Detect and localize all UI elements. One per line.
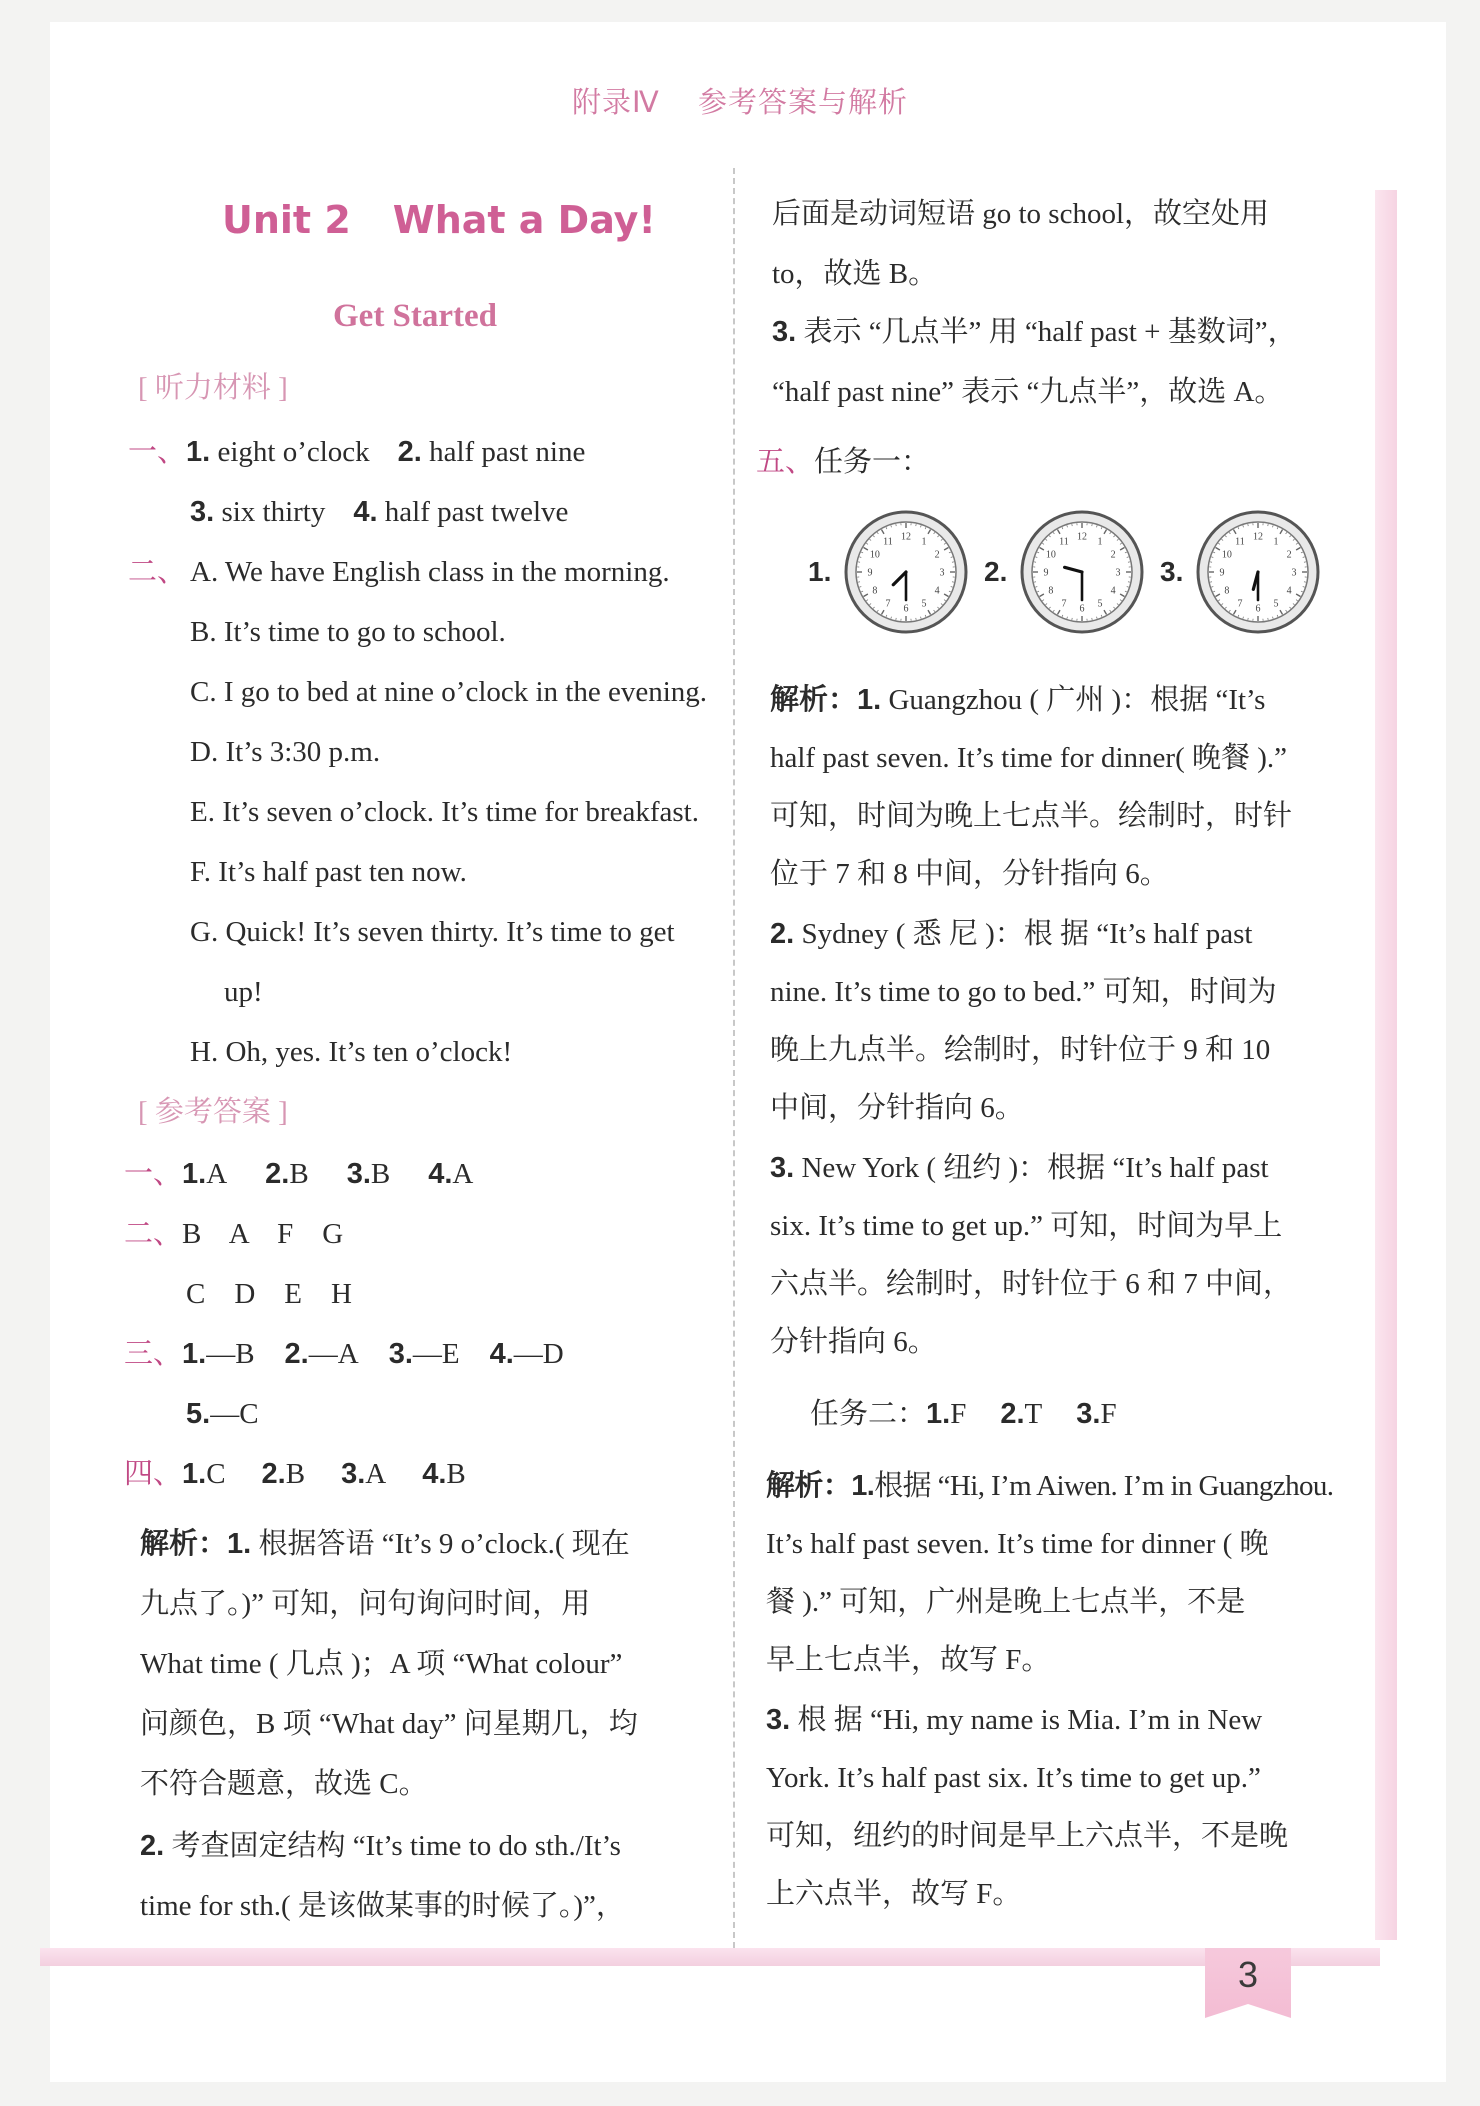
svg-text:2: 2 xyxy=(934,549,940,561)
item-text: New York ( 纽约 )：根据 “It’s half past xyxy=(794,1152,1269,1184)
explanation-line xyxy=(772,312,1297,352)
listening-item: B. It’s time to go to school. xyxy=(190,616,506,648)
svg-text:1: 1 xyxy=(921,536,927,548)
item-text: B xyxy=(370,1158,391,1190)
explanation-line: York. It’s half past six. It’s time to get up.” xyxy=(766,1762,1261,1794)
explanation-line xyxy=(140,1524,630,1564)
explanation-line: 六点半。绘制时，时针位于 6 和 7 中间， xyxy=(770,1268,1293,1300)
q-marker: 二、 xyxy=(128,556,187,588)
svg-text:5: 5 xyxy=(1273,598,1279,610)
item-text: 根 据 “Hi, my name is Mia. I’m in New xyxy=(790,1704,1263,1736)
svg-text:10: 10 xyxy=(869,549,880,561)
task-label: 任务二： xyxy=(810,1398,927,1430)
listening-item: G. Quick! It’s seven thirty. It’s time to get xyxy=(190,916,675,948)
item-number: 2. xyxy=(265,1158,290,1190)
task-label: 任务一： xyxy=(814,446,931,478)
svg-text:10: 10 xyxy=(1045,549,1056,561)
unit-title xyxy=(222,198,656,242)
svg-text:11: 11 xyxy=(1235,536,1245,548)
task2-line xyxy=(810,1394,1117,1434)
item-number: 2. xyxy=(770,918,795,950)
running-header xyxy=(0,80,1480,121)
explanation-line: 位于 7 和 8 中间，分针指向 6。 xyxy=(770,858,1169,890)
svg-text:11: 11 xyxy=(1059,536,1069,548)
explanation-line xyxy=(766,1466,1333,1506)
listening-q1-line2 xyxy=(190,492,568,532)
section-title: Get Started xyxy=(333,298,498,334)
item-text: eight o’clock xyxy=(210,436,370,468)
item-number: 3. xyxy=(766,1704,791,1736)
svg-text:9: 9 xyxy=(867,567,873,579)
explanation-line: 上六点半，故写 F。 xyxy=(766,1878,1022,1910)
q-marker: 一、 xyxy=(124,1158,183,1190)
explanation-line xyxy=(766,1700,1262,1740)
explanation-line xyxy=(770,1148,1269,1188)
item-text: C xyxy=(206,1458,226,1490)
svg-text:5: 5 xyxy=(1097,598,1103,610)
item-number: 2. xyxy=(1000,1398,1025,1430)
page-number: 3 xyxy=(1237,1954,1259,1995)
svg-text:12: 12 xyxy=(901,531,911,543)
clock-face xyxy=(1194,508,1322,636)
item-number: 3. xyxy=(341,1458,366,1490)
clock-face xyxy=(842,508,970,636)
clock-label: 3. xyxy=(1160,556,1184,587)
svg-text:11: 11 xyxy=(883,536,893,548)
svg-text:8: 8 xyxy=(1224,585,1230,597)
item-text: 根据 “Hi, I’m Aiwen. I’m in Guangzhou. xyxy=(874,1470,1334,1502)
answers-tag: [ 参考答案 ] xyxy=(138,1096,288,1128)
explanation-line: What time ( 几点 )；A 项 “What colour” xyxy=(140,1648,623,1680)
explanation-line: 问颜色，B 项 “What day” 问星期几，均 xyxy=(140,1708,638,1740)
explanation-line: 后面是动词短语 go to school，故空处用 xyxy=(772,198,1270,230)
svg-text:1: 1 xyxy=(1273,536,1279,548)
item-number: 3. xyxy=(190,496,215,528)
listening-item: C. I go to bed at nine o’clock in the evening. xyxy=(190,676,708,708)
clock-label: 2. xyxy=(984,556,1008,587)
item-number: 3. xyxy=(770,1152,795,1184)
item-number: 3. xyxy=(346,1158,371,1190)
item-text: 考查固定结构 “It’s time to do sth./It’s xyxy=(164,1830,621,1862)
explanation-line: 分针指向 6。 xyxy=(770,1326,937,1358)
q-marker: 三、 xyxy=(124,1338,183,1370)
item-number: 5. xyxy=(186,1398,211,1430)
explanation-line: 中间，分针指向 6。 xyxy=(770,1092,1024,1124)
item-number: 1. xyxy=(182,1158,207,1190)
unit-number: Unit 2 xyxy=(222,198,351,242)
explanation-line xyxy=(770,680,1265,720)
item-text: T xyxy=(1024,1398,1043,1430)
svg-text:8: 8 xyxy=(1048,585,1054,597)
item-number: 2. xyxy=(140,1830,165,1862)
answer-row-4 xyxy=(124,1454,466,1494)
item-number: 2. xyxy=(397,436,422,468)
svg-text:1: 1 xyxy=(1097,536,1103,548)
item-number: 4. xyxy=(489,1338,514,1370)
item-number: 1. xyxy=(227,1528,252,1560)
explanation-line: 早上七点半，故写 F。 xyxy=(766,1644,1051,1676)
item-text: half past nine xyxy=(421,436,586,468)
explanation-line: 餐 ).” 可知，广州是晚上七点半，不是 xyxy=(766,1586,1246,1618)
explanation-line: 不符合题意，故选 C。 xyxy=(140,1768,428,1800)
svg-text:9: 9 xyxy=(1043,567,1049,579)
listening-item: H. Oh, yes. It’s ten o’clock! xyxy=(190,1036,513,1068)
item-text: F xyxy=(950,1398,967,1430)
svg-text:3: 3 xyxy=(1291,567,1297,579)
explanation-line xyxy=(770,914,1252,954)
item-number: 1. xyxy=(851,1470,875,1502)
item-number: 3. xyxy=(1076,1398,1101,1430)
q-marker: 五、 xyxy=(756,446,815,478)
svg-text:6: 6 xyxy=(1255,603,1261,615)
item-text: —A xyxy=(308,1338,359,1370)
answer-row-1 xyxy=(124,1154,473,1194)
explanation-line: 九点了。)” 可知，问句询问时间，用 xyxy=(140,1588,591,1620)
item-text: B xyxy=(446,1458,466,1490)
item-text: half past twelve xyxy=(377,496,569,528)
svg-text:4: 4 xyxy=(1286,585,1292,597)
explanation-label: 解析： xyxy=(770,684,858,716)
svg-text:2: 2 xyxy=(1286,549,1292,561)
listening-item: up! xyxy=(224,976,263,1008)
item-number: 2. xyxy=(284,1338,309,1370)
explanation-line: 可知，纽约的时间是早上六点半，不是晚 xyxy=(766,1820,1289,1852)
explanation-line: nine. It’s time to go to bed.” 可知，时间为 xyxy=(770,976,1277,1008)
appendix-label: 附录Ⅳ xyxy=(572,85,660,119)
item-text: B xyxy=(289,1158,309,1190)
item-text: Sydney ( 悉 尼 )：根 据 “It’s half past xyxy=(794,918,1253,950)
listening-tag: [ 听力材料 ] xyxy=(138,372,288,404)
answer-row-2b: C D E H xyxy=(186,1278,352,1310)
item-text: A xyxy=(452,1158,474,1190)
listening-item: E. It’s seven o’clock. It’s time for breakfast. xyxy=(190,796,699,828)
listening-q1-line1 xyxy=(128,432,585,472)
svg-text:8: 8 xyxy=(872,585,878,597)
explanation-label: 解析： xyxy=(140,1528,228,1560)
item-text: A xyxy=(365,1458,387,1490)
explanation-line: 晚上九点半。绘制时，时针位于 9 和 10 xyxy=(770,1034,1271,1066)
item-number: 1. xyxy=(926,1398,951,1430)
item-text: —C xyxy=(210,1398,259,1430)
item-text: six thirty xyxy=(214,496,326,528)
listening-item: F. It’s half past ten now. xyxy=(190,856,467,888)
explanation-line xyxy=(140,1826,621,1866)
svg-text:4: 4 xyxy=(934,585,940,597)
svg-text:9: 9 xyxy=(1219,567,1225,579)
item-number: 1. xyxy=(857,684,882,716)
item-text: 根据答语 “It’s 9 o’clock.( 现在 xyxy=(251,1528,630,1560)
explanation-line: “half past nine” 表示 “九点半”，故选 A。 xyxy=(772,376,1284,408)
svg-text:4: 4 xyxy=(1110,585,1116,597)
q-marker: 一、 xyxy=(128,436,187,468)
listening-item: A. We have English class in the morning. xyxy=(190,556,670,588)
explanation-line: to，故选 B。 xyxy=(772,258,938,290)
column-divider xyxy=(733,168,735,1948)
item-text: 表示 “几点半” 用 “half past + 基数词”， xyxy=(796,316,1297,348)
clock-face xyxy=(1018,508,1146,636)
item-text: —B xyxy=(206,1338,255,1370)
item-number: 1. xyxy=(182,1338,207,1370)
task1-heading xyxy=(756,442,930,482)
svg-text:7: 7 xyxy=(885,598,891,610)
svg-text:7: 7 xyxy=(1061,598,1067,610)
item-number: 1. xyxy=(186,436,211,468)
item-number: 3. xyxy=(772,316,797,348)
q-marker: 二、 xyxy=(124,1218,183,1250)
explanation-line: It’s half past seven. It’s time for dinner ( 晚 xyxy=(766,1528,1269,1560)
explanation-line: half past seven. It’s time for dinner( 晚餐 ).” xyxy=(770,742,1288,774)
svg-text:12: 12 xyxy=(1077,531,1087,543)
header-title: 参考答案与解析 xyxy=(697,85,908,119)
item-text: Guangzhou ( 广州 )：根据 “It’s xyxy=(881,684,1266,716)
item-text: F xyxy=(1100,1398,1117,1430)
decorative-bottom-strip xyxy=(40,1948,1380,1966)
answer-row-3b xyxy=(186,1394,259,1434)
answer-row-2 xyxy=(124,1214,343,1254)
svg-text:6: 6 xyxy=(903,603,909,615)
item-text: B A F G xyxy=(182,1218,344,1250)
decorative-side-strip xyxy=(1375,190,1397,1940)
svg-text:3: 3 xyxy=(1115,567,1121,579)
svg-text:7: 7 xyxy=(1237,598,1243,610)
unit-name: What a Day! xyxy=(392,198,656,242)
q-marker: 四、 xyxy=(124,1458,183,1490)
item-number: 4. xyxy=(353,496,378,528)
svg-text:2: 2 xyxy=(1110,549,1116,561)
item-text: —D xyxy=(513,1338,564,1370)
clock-label: 1. xyxy=(808,556,832,587)
item-text: —E xyxy=(412,1338,460,1370)
svg-text:6: 6 xyxy=(1079,603,1085,615)
svg-text:5: 5 xyxy=(921,598,927,610)
listening-item: D. It’s 3:30 p.m. xyxy=(190,736,381,768)
svg-text:12: 12 xyxy=(1253,531,1263,543)
item-text: A xyxy=(206,1158,228,1190)
explanation-line: time for sth.( 是该做某事的时候了。)”， xyxy=(140,1890,625,1922)
explanation-line: 可知，时间为晚上七点半。绘制时，时针 xyxy=(770,800,1293,832)
explanation-line: six. It’s time to get up.” 可知，时间为早上 xyxy=(770,1210,1283,1242)
svg-text:3: 3 xyxy=(939,567,945,579)
item-text: B xyxy=(285,1458,306,1490)
item-number: 3. xyxy=(388,1338,413,1370)
item-number: 4. xyxy=(428,1158,453,1190)
answer-row-3 xyxy=(124,1334,564,1374)
item-number: 2. xyxy=(261,1458,286,1490)
explanation-label: 解析： xyxy=(766,1470,852,1502)
item-number: 4. xyxy=(422,1458,447,1490)
svg-text:10: 10 xyxy=(1221,549,1232,561)
item-number: 1. xyxy=(182,1458,207,1490)
